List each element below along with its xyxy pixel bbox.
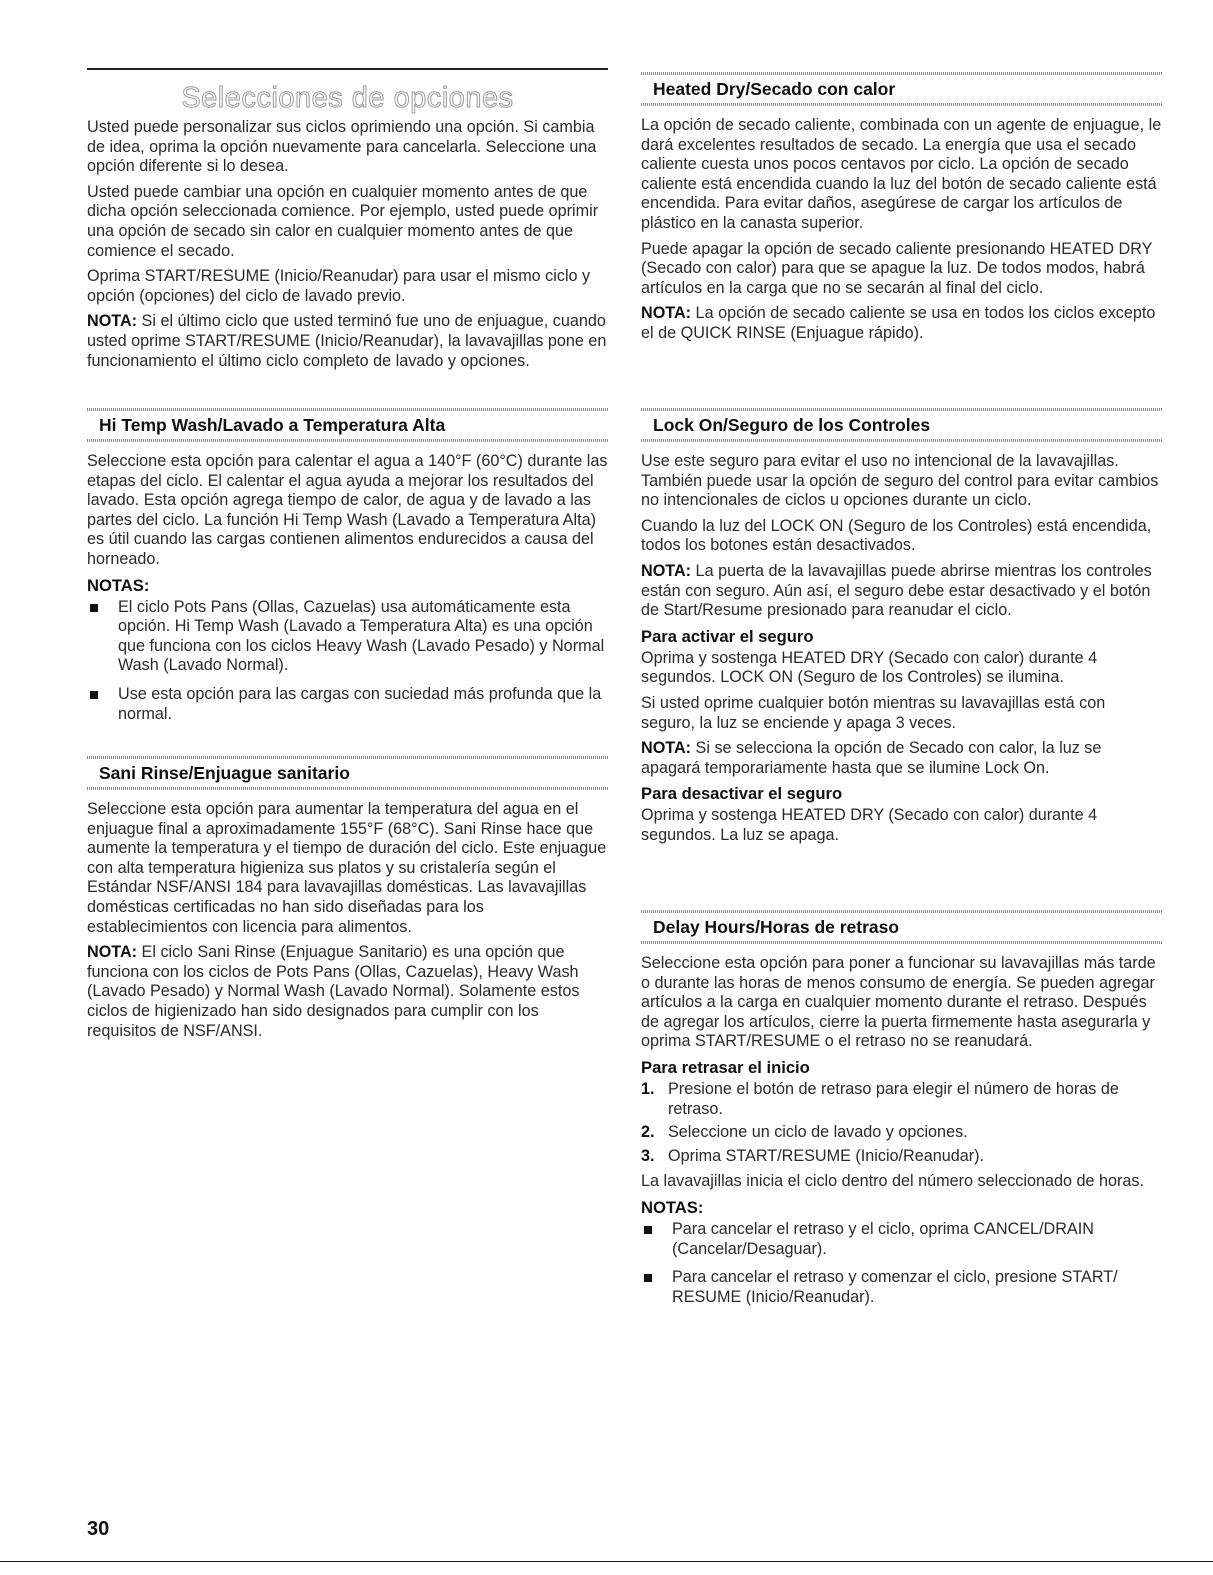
lock-on-note (641, 562, 1162, 621)
list-item: 2. Seleccione un ciclo de lavado y opciones. (641, 1123, 968, 1142)
intro-paragraph-1: Usted puede personalizar sus ciclos oprimiendo una opción. Si cambia de idea, oprima la opción nuevamente para cancelarla. Seleccione una opción diferente si lo desea. (87, 118, 597, 176)
page-title: Selecciones de opciones (181, 82, 514, 114)
hi-temp-paragraph: Seleccione esta opción para calentar el agua a 140°F (60°C) durante las etapas del ciclo. El calentar el agua ayuda a mejorar los resultados del lavado. Esta opción agrega tiempo de calor, de agua y de lavado a las partes del ciclo. La función Hi Temp Wash (Lavado a Temperatura Alta) es útil cuando las cargas contienen alimentos endurecidos a causa del horneado. (87, 452, 608, 568)
list-item: 1. Presione el botón de retraso para elegir el número de horas de retraso. (641, 1079, 1119, 1118)
note-text: La puerta de la lavavajillas puede abrirse mientras los controles están con seguro. Aún así, el seguro debe estar desactivado y el botón de Start/Resume presionado para reanudar el ciclo. (641, 561, 1152, 620)
delay-steps-list (641, 1080, 1162, 1166)
note-label: NOTA: (641, 304, 692, 323)
intro-section (87, 118, 608, 377)
heated-dry-paragraph-1: La opción de secado caliente, combinada con un agente de enjuague, le dará excelentes resultados de secado. La energía que usa el secado caliente cuesta unos pocos centavos por ciclo. La opción de secado caliente está encendida cuando la luz del botón de secado caliente está encendida. Para evitar daños, asegúrese de cargar los artículos de plástico en la canasta superior. (641, 116, 1162, 232)
bullet-square-icon (90, 604, 98, 612)
note-label: NOTA: (641, 561, 692, 580)
note-text: La opción de secado caliente se usa en todos los ciclos excepto el de QUICK RINSE (Enjuague rápido). (641, 304, 1156, 342)
notes-label: NOTAS: (641, 1197, 704, 1217)
note-label: NOTA: (641, 739, 692, 758)
note-label: NOTA: (87, 943, 138, 962)
list-item: Para cancelar el retraso y el ciclo, oprima CANCEL/DRAIN (Cancelar/Desaguar). (641, 1220, 1162, 1259)
activate-note (641, 739, 1162, 778)
section-heading-sani-rinse: Sani Rinse/Enjuague sanitario (87, 756, 608, 790)
subheading-deactivate-lock: Para desactivar el seguro (641, 784, 843, 804)
note-label: NOTA: (87, 312, 138, 331)
hi-temp-section (87, 408, 608, 733)
list-item: 3. Oprima START/RESUME (Inicio/Reanudar). (641, 1146, 985, 1165)
section-heading-lock-on: Lock On/Seguro de los Controles (641, 408, 1162, 442)
notes-label: NOTAS: (87, 575, 150, 595)
sani-rinse-section (87, 756, 608, 1047)
intro-paragraph-3: Oprima START/RESUME (Inicio/Reanudar) para usar el mismo ciclo y opción (opciones) del ciclo de lavado previo. (87, 267, 591, 305)
heated-dry-paragraph-2: Puede apagar la opción de secado caliente presionando HEATED DRY (Secado con calor) para que se apague la luz. De todos modos, habrá artículos en la carga que no se secarán al final del ciclo. (641, 239, 1153, 297)
list-item: Use esta opción para las cargas con suciedad más profunda que la normal. (87, 685, 608, 724)
delay-notes-list (641, 1220, 1162, 1307)
subheading-delay-start: Para retrasar el inicio (641, 1057, 810, 1077)
bullet-square-icon (644, 1274, 652, 1282)
note-text: Si el último ciclo que usted terminó fue uno de enjuague, cuando usted oprime START/RESUME (Inicio/Reanudar), la lavavajillas pone en funcionamiento el último ciclo completo de lavado y opciones. (87, 312, 607, 370)
section-heading-heated-dry: Heated Dry/Secado con calor (641, 72, 1162, 106)
section-heading-hi-temp: Hi Temp Wash/Lavado a Temperatura Alta (87, 408, 608, 442)
heated-dry-note (641, 304, 1162, 343)
delay-paragraph: Seleccione esta opción para poner a funcionar su lavavajillas más tarde o durante las horas de menos consumo de energía. Se pueden agregar artículos a la carga en cualquier momento durante el retraso. Después de agregar los artículos, cierre la puerta firmemente hasta asegurarla y oprima START/RESUME o el retraso no se reanudará. (641, 954, 1156, 1051)
list-item: Para cancelar el retraso y comenzar el ciclo, presione START/ RESUME (Inicio/Reanudar). (641, 1268, 1162, 1307)
sani-rinse-note (87, 943, 608, 1041)
activate-paragraph-1: Oprima y sostenga HEATED DRY (Secado con calor) durante 4 segundos. LOCK ON (Seguro de los Controles) se ilumina. (641, 648, 1098, 687)
top-rule (87, 68, 608, 70)
lock-on-section (641, 408, 1162, 852)
lock-on-paragraph-1: Use este seguro para evitar el uso no intencional de la lavavajillas. También puede usar la opción de seguro del control para evitar cambios no intencionales de ciclos u opciones durante un ciclo. (641, 452, 1159, 510)
subheading-activate-lock: Para activar el seguro (641, 626, 814, 646)
note-text: El ciclo Sani Rinse (Enjuague Sanitario) es una opción que funciona con los ciclos de Pots Pans (Ollas, Cazuelas), Heavy Wash (Lavado Pesado) y Normal Wash (Lavado Normal). Solamente estos ciclos de higienizado han sido designados para cumplir con los requisitos de NSF/ANSI. (87, 943, 580, 1040)
page-number: 30 (87, 1518, 110, 1540)
heated-dry-section (641, 72, 1162, 350)
delay-section (641, 910, 1162, 1316)
activate-paragraph-2: Si usted oprime cualquier botón mientras su lavavajillas está con seguro, la luz se enciende y apaga 3 veces. (641, 693, 1106, 732)
intro-paragraph-2: Usted puede cambiar una opción en cualquier momento antes de que dicha opción seleccionada comience. Por ejemplo, usted puede oprimir una opción de secado sin calor en cualquier momento antes de que comience el secado. (87, 182, 599, 260)
bullet-square-icon (90, 691, 98, 699)
list-item: El ciclo Pots Pans (Ollas, Cazuelas) usa automáticamente esta opción. Hi Temp Wash (Lavado a Temperatura Alta) es una opción que funciona con los ciclos Heavy Wash (Lavado Pesado) y Normal Wash (Lavado Normal). (87, 598, 608, 676)
note-text: Si se selecciona la opción de Secado con calor, la luz se apagará temporariamente hasta que se ilumine Lock On. (641, 739, 1102, 777)
intro-note (87, 312, 608, 371)
sani-rinse-paragraph: Seleccione esta opción para aumentar la temperatura del agua en el enjuague final a aproximadamente 155°F (68°C). Sani Rinse hace que aumente la temperatura y el tiempo de duración del ciclo. Este enjuague con alta temperatura higieniza sus platos y su cristalería según el Estándar NSF/ANSI 184 para lavavajillas domésticas. Las lavavajillas domésticas certificadas no han sido diseñadas para los establecimientos con licencia para alimentos. (87, 800, 607, 936)
hi-temp-notes-list (87, 598, 608, 725)
bullet-square-icon (644, 1226, 652, 1234)
deactivate-paragraph: Oprima y sostenga HEATED DRY (Secado con calor) durante 4 segundos. La luz se apaga. (641, 806, 1098, 844)
lock-on-paragraph-2: Cuando la luz del LOCK ON (Seguro de los Controles) está encendida, todos los botones están desactivados. (641, 516, 1152, 555)
section-heading-delay: Delay Hours/Horas de retraso (641, 910, 1162, 944)
delay-paragraph-2: La lavavajillas inicia el ciclo dentro del número seleccionado de horas. (641, 1172, 1144, 1191)
bottom-rule (0, 1561, 1213, 1562)
